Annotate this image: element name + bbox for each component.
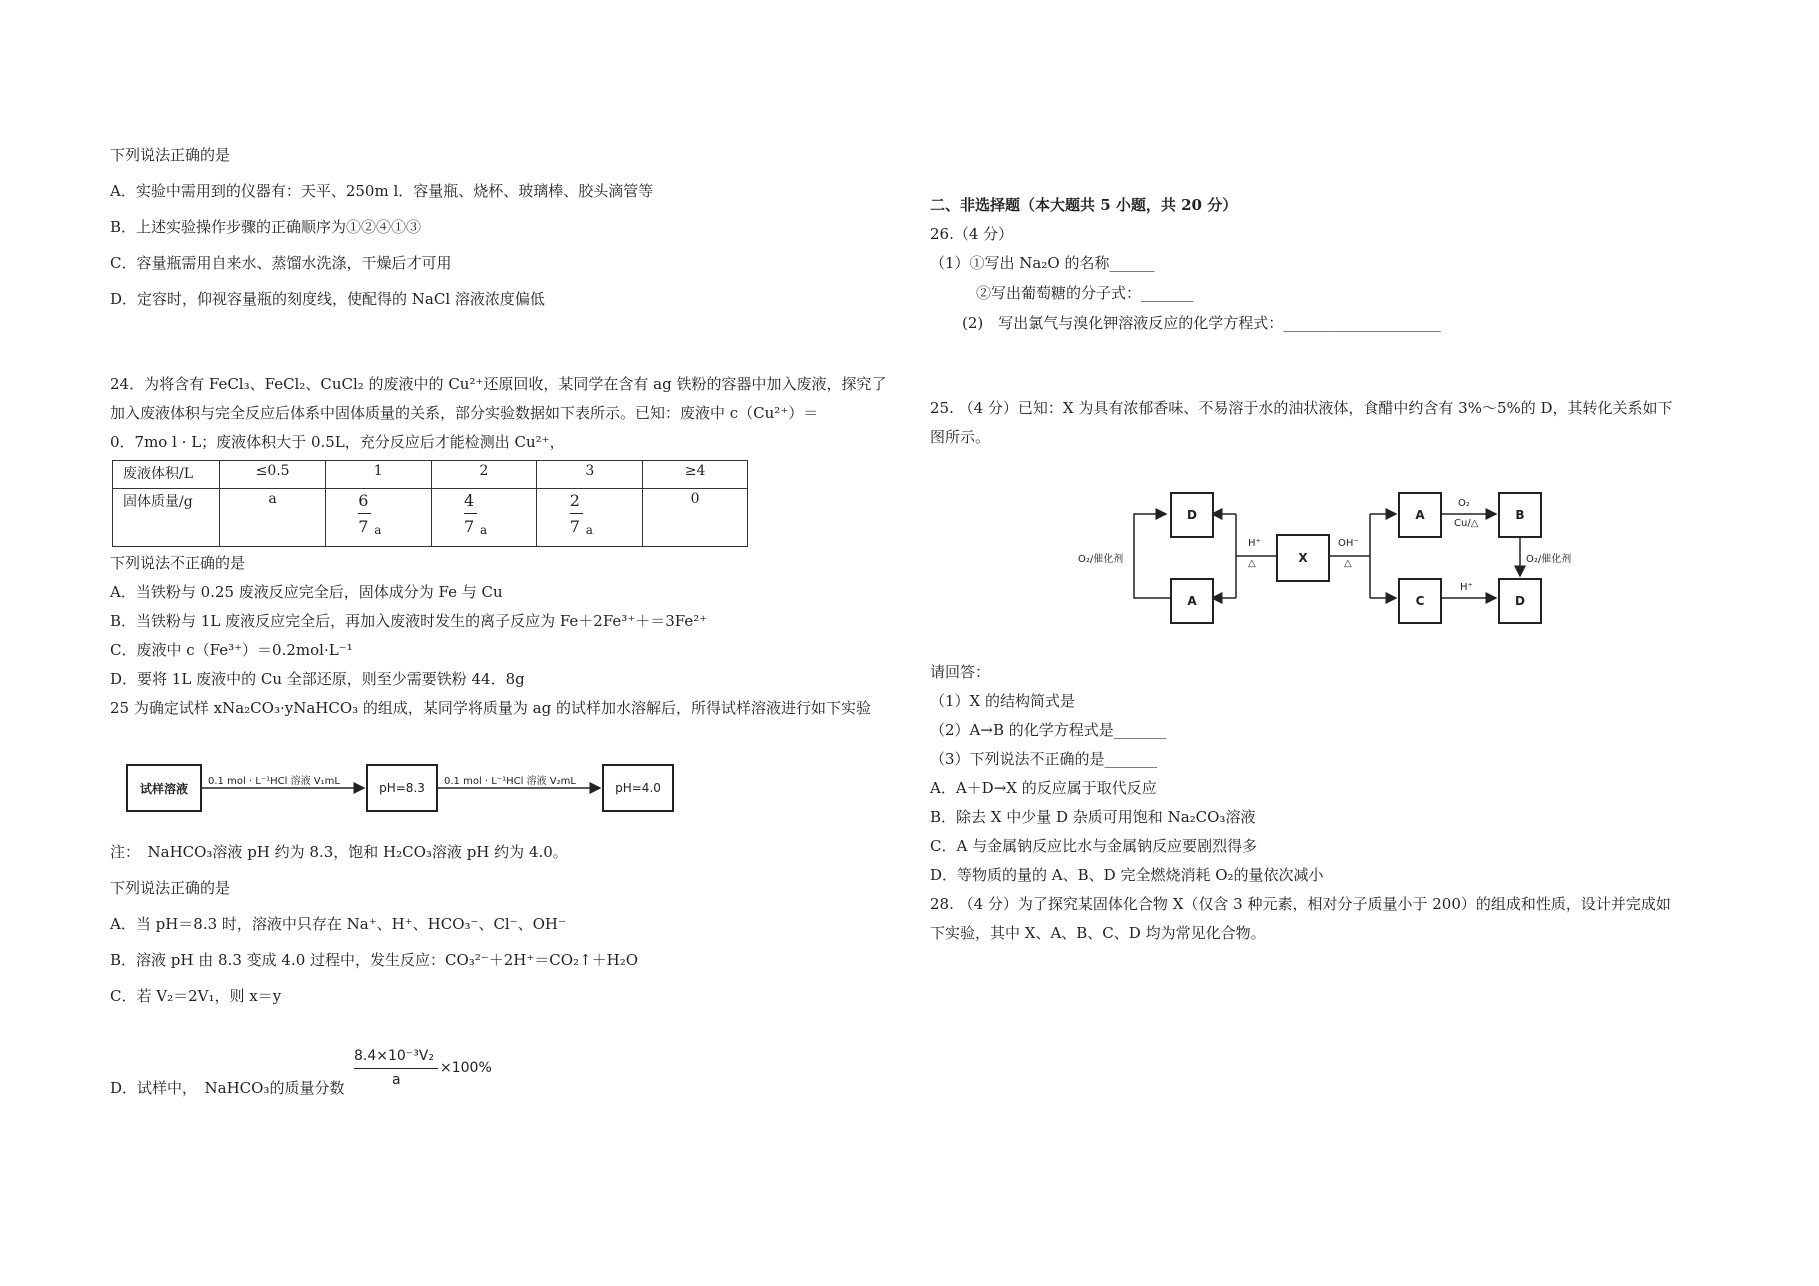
q26-l3: (2) 写出氯气与溴化钾溶液反应的化学方程式：_____________________: [962, 314, 1441, 332]
node-d-top: D: [1170, 492, 1214, 538]
label-delta-1: △: [1248, 558, 1256, 569]
q25-option-d: D．试样中， NaHCO₃的质量分数: [110, 1079, 345, 1097]
q25b-option-c: C．A 与金属钠反应比水与金属钠反应要剧烈得多: [930, 837, 1258, 855]
q24-option-b: B．当铁粉与 1L 废液反应完全后，再加入废液时发生的离子反应为 Fe＋2Fe³⁺＋＝3Fe²⁺: [110, 612, 708, 630]
fraction-unit: a: [480, 523, 488, 537]
q25-option-a: A．当 pH＝8.3 时，溶液中只存在 Na⁺、H⁺、HCO₃⁻、Cl⁻、OH⁻: [110, 915, 566, 933]
formula-tail: ×100%: [440, 1060, 492, 1076]
fraction-numerator: 2: [569, 491, 580, 510]
fraction: [464, 491, 504, 539]
q26-l1: （1）①写出 Na₂O 的名称______: [930, 254, 1155, 272]
node-a-right: A: [1398, 492, 1442, 538]
table-cell: [431, 489, 537, 547]
label-delta-2: △: [1344, 558, 1352, 569]
label-o2-catalyst-left: O₂/催化剂: [1078, 554, 1124, 565]
section-title: 二、非选择题（本大题共 5 小题，共 20 分）: [930, 196, 1238, 214]
q26-l2: ②写出葡萄糖的分子式：_______: [976, 284, 1194, 302]
q24-line1: 24．为将含有 FeCl₃、FeCl₂、CuCl₂ 的废液中的 Cu²⁺还原回收，某同学在含有 ag 铁粉的容器中加入废液，探究了: [110, 375, 887, 393]
q24-prompt: 下列说法不正确的是: [110, 554, 246, 572]
arrow-a-to-d: [1134, 514, 1170, 598]
table-cell: 3: [537, 461, 643, 489]
fraction-unit: a: [374, 523, 382, 537]
fraction: [570, 491, 610, 539]
q24-line2: 加入废液体积与完全反应后体系中固体质量的关系，部分实验数据如下表所示。已知：废液中 c（Cu²⁺）＝: [110, 404, 819, 422]
node-a-bottom: A: [1170, 578, 1214, 624]
q25-option-b: B．溶液 pH 由 8.3 变成 4.0 过程中，发生反应：CO₃²⁻＋2H⁺＝CO₂↑＋H₂O: [110, 951, 639, 969]
q23-option-d: D．定容时，仰视容量瓶的刻度线，使配得的 NaCl 溶液浓度偏低: [110, 290, 545, 308]
formula-numerator: 8.4×10⁻³V₂: [354, 1048, 435, 1064]
table-cell: 0: [643, 489, 748, 547]
q25b-q2: （2）A→B 的化学方程式是_______: [930, 721, 1167, 739]
fraction-numerator: 4: [464, 491, 475, 510]
q26-head: 26.（4 分）: [930, 225, 1014, 243]
q23-option-a: A．实验中需用到的仪器有：天平、250m l．容量瓶、烧杯、玻璃棒、胶头滴管等: [110, 182, 654, 200]
label-cu-heat: Cu/△: [1454, 518, 1479, 529]
q25-line1: 25 为确定试样 xNa₂CO₃·yNaHCO₃ 的组成，某同学将质量为 ag 的试样加水溶解后，所得试样溶液进行如下实验: [110, 699, 871, 717]
table-cell: ≥4: [643, 461, 748, 489]
q25-prompt: 下列说法正确的是: [110, 879, 231, 897]
q24-option-d: D．要将 1L 废液中的 Cu 全部还原，则至少需要铁粉 44．8g: [110, 670, 525, 688]
formula-bar: [354, 1068, 438, 1069]
fraction-denominator: 7: [358, 517, 369, 536]
table-cell: [537, 489, 643, 547]
q25-option-c: C．若 V₂＝2V₁，则 x＝y: [110, 987, 282, 1005]
label-h-plus-2: H⁺: [1460, 582, 1473, 593]
table-cell: [325, 489, 431, 547]
q24-option-a: A．当铁粉与 0.25 废液反应完全后，固体成分为 Fe 与 Cu: [110, 583, 503, 601]
fraction-numerator: 6: [358, 491, 369, 510]
label-oh-minus: OH⁻: [1338, 538, 1359, 549]
table-row1-label: 废液体积/L: [113, 461, 220, 489]
node-b: B: [1498, 492, 1542, 538]
table-cell: 2: [431, 461, 537, 489]
label-o2-catalyst-right: O₂/催化剂: [1526, 554, 1572, 565]
diagram-lines: [930, 0, 1730, 1286]
q25b-ask: 请回答：: [930, 663, 991, 681]
q28-line2: 下实验，其中 X、A、B、C、D 均为常见化合物。: [930, 924, 1266, 942]
table-row2-label: 固体质量/g: [113, 489, 220, 547]
q23-option-c: C．容量瓶需用自来水、蒸馏水洗涤，干燥后才可用: [110, 254, 452, 272]
flow-box-ph83: pH=8.3: [366, 764, 438, 812]
flow-label-1: 0.1 mol · L⁻¹HCl 溶液 V₁mL: [208, 776, 340, 787]
q25b-option-d: D．等物质的量的 A、B、D 完全燃烧消耗 O₂的量依次减小: [930, 866, 1324, 884]
label-h-plus: H⁺: [1248, 538, 1261, 549]
flow-box-sample: 试样溶液: [126, 764, 202, 812]
q28-line1: 28. （4 分）为了探究某固体化合物 X（仅含 3 种元素，相对分子质量小于 200）的组成和性质，设计并完成如: [930, 895, 1671, 913]
q24-option-c: C．废液中 c（Fe³⁺）＝0.2mol·L⁻¹: [110, 641, 353, 659]
q23-option-b: B．上述实验操作步骤的正确顺序为①②④①③: [110, 218, 422, 236]
table-cell: ≤0.5: [220, 461, 325, 489]
table-cell: 1: [325, 461, 431, 489]
node-c: C: [1398, 578, 1442, 624]
q25b-line1: 25. （4 分）已知：X 为具有浓郁香味、不易溶于水的油状液体，食醋中约含有 3%～5%的 D，其转化关系如下: [930, 399, 1673, 417]
flow-label-2: 0.1 mol · L⁻¹HCl 溶液 V₂mL: [444, 776, 576, 787]
label-o2: O₂: [1458, 498, 1470, 509]
fraction-unit: a: [585, 523, 593, 537]
q25b-q1: （1）X 的结构简式是: [930, 692, 1075, 710]
node-x: X: [1276, 534, 1330, 582]
flow-box-ph40: pH=4.0: [602, 764, 674, 812]
q25b-option-a: A．A＋D→X 的反应属于取代反应: [930, 779, 1157, 797]
q23-prompt: 下列说法正确的是: [110, 146, 231, 164]
q24-line3: 0．7mo l · L；废液体积大于 0.5L，充分反应后才能检测出 Cu²⁺，: [110, 433, 565, 451]
node-d-right: D: [1498, 578, 1542, 624]
q25-note: 注： NaHCO₃溶液 pH 约为 8.3，饱和 H₂CO₃溶液 pH 约为 4.0。: [110, 843, 568, 861]
formula-denominator: a: [392, 1072, 401, 1088]
fraction: [358, 491, 398, 539]
fraction-denominator: 7: [464, 517, 475, 536]
q25b-option-b: B．除去 X 中少量 D 杂质可用饱和 Na₂CO₃溶液: [930, 808, 1256, 826]
q25b-q3: （3）下列说法不正确的是_______: [930, 750, 1158, 768]
table-cell: a: [220, 489, 325, 547]
fraction-denominator: 7: [569, 517, 580, 536]
q24-data-table: [112, 460, 748, 547]
q25b-line2: 图所示。: [930, 428, 991, 446]
